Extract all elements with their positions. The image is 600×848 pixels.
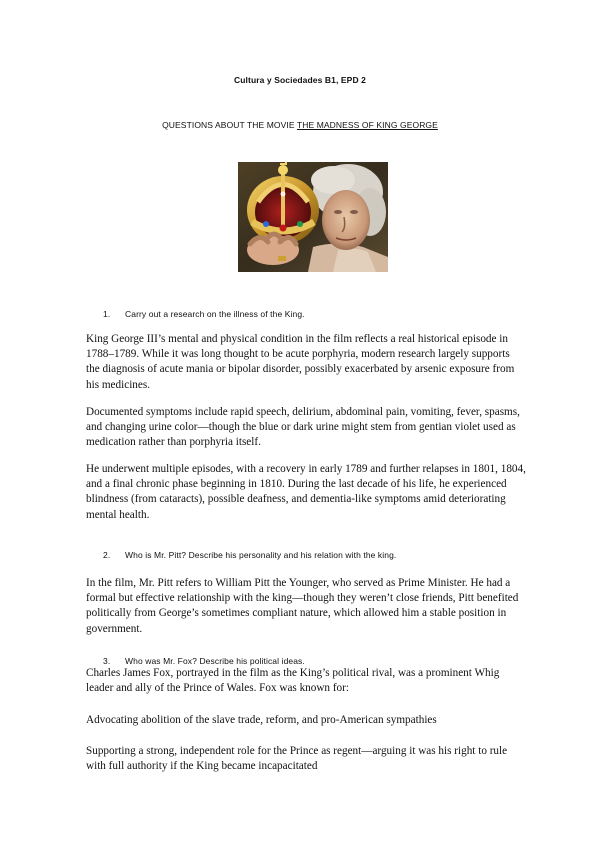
subtitle-prefix: QUESTIONS ABOUT THE MOVIE (162, 120, 297, 130)
question-text: Carry out a research on the illness of the King. (125, 309, 305, 319)
document-subtitle (0, 120, 600, 130)
movie-title: THE MADNESS OF KING GEORGE (296, 120, 438, 130)
document-header: Cultura y Sociedades B1, EPD 2 (234, 75, 366, 85)
question-number: 1. (103, 309, 111, 319)
king-with-crown-photo (238, 162, 388, 272)
answer-paragraph: King George III’s mental and physical condition in the film reflects a real historical episode in 1788–1789. While it was long thought to be acute porphyria, modern research largely supports the diagnosis of acute mania or bipolar disorder, possibly exacerbated by arsenic exposure from his medicines. (86, 333, 515, 391)
question-3 (103, 656, 305, 666)
answer-paragraph: He underwent multiple episodes, with a recovery in early 1789 and further relapses in 1801, 1804, and a final chronic phase beginning in 1810. During the last decade of his life, he experienced blindness (from cataracts), possible deafness, and dementia-like symptoms amid deteriorating mental health. (86, 463, 526, 521)
question-number: 3. (103, 656, 111, 666)
answer-paragraph: In the film, Mr. Pitt refers to William Pitt the Younger, who served as Prime Minister. He had a formal but effective relationship with the king—though they weren’t close friends, Pitt benefited politically from George’s sometimes compliant nature, which allowed him a stable position in government. (86, 577, 519, 635)
answer-paragraph: Charles James Fox, portrayed in the film as the King’s political rival, was a prominent Whig leader and ally of the Prince of Wales. Fox was known for: (86, 667, 500, 695)
answer-paragraph: Supporting a strong, independent role for the Prince as regent—arguing it was his right to rule with full authority if the King became incapacitated (86, 745, 508, 773)
question-text: Who is Mr. Pitt? Describe his personality and his relation with the king. (125, 550, 397, 560)
answer-paragraph: Documented symptoms include rapid speech, delirium, abdominal pain, vomiting, fever, spasms, and changing urine color—though the blue or dark urine might stem from gentian violet used as medication rather than porphyria itself. (86, 406, 520, 449)
question-text: Who was Mr. Fox? Describe his political ideas. (125, 656, 305, 666)
answer-paragraph: Advocating abolition of the slave trade, reform, and pro-American sympathies (86, 714, 437, 726)
question-number: 2. (103, 550, 111, 560)
question-2 (103, 550, 396, 560)
question-1 (103, 309, 305, 319)
